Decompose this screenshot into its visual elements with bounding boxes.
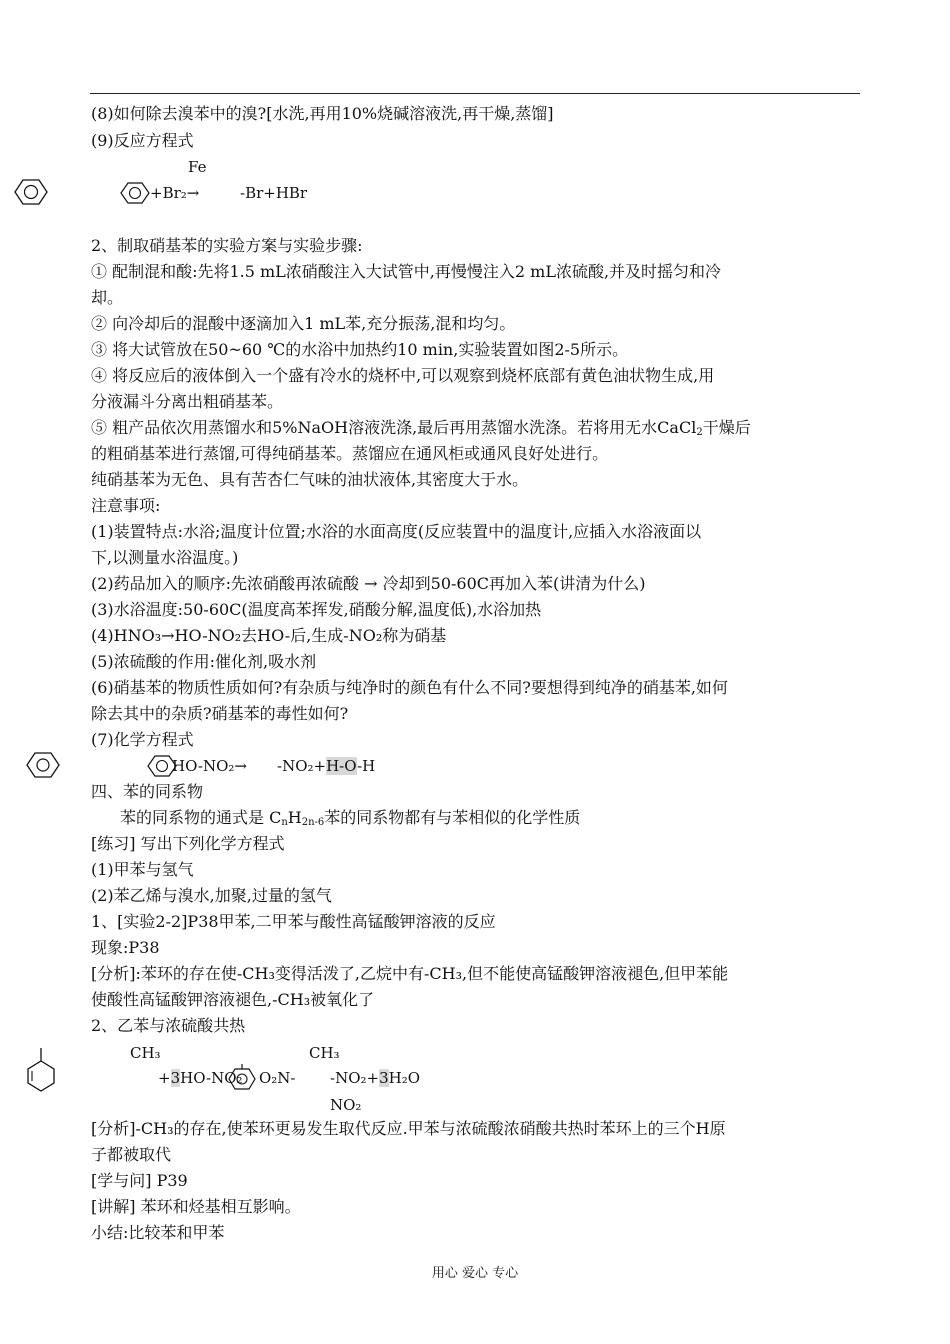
eq3-o2n: O₂N- — [259, 1069, 296, 1087]
note-1b: 下,以测量水浴温度。) — [91, 548, 239, 567]
step-3: ③ 将大试管放在50~60 ℃的水浴中加热约10 min,实验装置如图2-5所示。 — [91, 340, 629, 359]
note-4: (4)HNO₃→HO-NO₂去HO-后,生成-NO₂称为硝基 — [91, 626, 447, 645]
explanation: [讲解] 苯环和烃基相互影响。 — [91, 1197, 301, 1216]
eq3-reactants: +3HO-NO₂ — [158, 1069, 243, 1087]
analysis-1b: 使酸性高锰酸钾溶液褪色,-CH₃被氧化了 — [91, 990, 375, 1009]
notes-heading: 注意事项: — [91, 496, 161, 515]
step-4a: ④ 将反应后的液体倒入一个盛有冷水的烧杯中,可以观察到烧杯底部有黄色油状物生成,用 — [91, 366, 715, 385]
eq3-ch3-right: CH₃ — [309, 1044, 340, 1062]
eq2-rhs: -NO₂+H-O-H — [277, 757, 376, 775]
experiment-1: 1、[实验2-2]P38甲苯,二甲苯与酸性高锰酸钾溶液的反应 — [91, 912, 496, 931]
learn-and-ask: [学与问] P39 — [91, 1171, 188, 1190]
eq3-ch3-left: CH₃ — [130, 1044, 161, 1062]
line-8: (8)如何除去溴苯中的溴?[水洗,再用10%烧碱溶液洗,再干燥,蒸馏] — [91, 104, 554, 123]
practice-1: (1)甲苯与氢气 — [91, 860, 194, 879]
note-2: (2)药品加入的顺序:先浓硝酸再浓硫酸 → 冷却到50-60C再加入苯(讲清为什么) — [91, 574, 646, 593]
page-footer: 用心 爱心 专心 — [431, 1266, 519, 1281]
experiment-2: 2、乙苯与浓硫酸共热 — [91, 1016, 246, 1035]
section-2-heading: 2、制取硝基苯的实验方案与实验步骤: — [91, 236, 363, 255]
benzene-ring-icon — [26, 752, 60, 778]
eq1-rhs: -Br+HBr — [240, 184, 308, 202]
phenomenon: 现象:P38 — [91, 938, 160, 957]
line-9: (9)反应方程式 — [91, 131, 194, 150]
analysis-2b: 子都被取代 — [91, 1145, 172, 1164]
step-1a: ① 配制混和酸:先将1.5 mL浓硝酸注入大试管中,再慢慢注入2 mL浓硫酸,并及时摇匀和冷 — [91, 262, 722, 281]
header-rule — [90, 93, 860, 94]
note-6b: 除去其中的杂质?硝基苯的毒性如何? — [91, 704, 349, 723]
benzene-ring-icon — [228, 1064, 256, 1090]
step-4b: 分液漏斗分离出粗硝基苯。 — [91, 392, 284, 411]
eq1-lhs: +Br₂→ — [150, 184, 200, 202]
benzene-ring-icon — [120, 182, 150, 204]
note-7: (7)化学方程式 — [91, 730, 194, 749]
eq2-lhs: HO-NO₂→ — [172, 757, 247, 775]
note-3: (3)水浴温度:50-60C(温度高苯挥发,硝酸分解,温度低),水浴加热 — [91, 600, 542, 619]
summary: 小结:比较苯和甲苯 — [91, 1223, 225, 1242]
step-5b: 的粗硝基苯进行蒸馏,可得纯硝基苯。蒸馏应在通风柜或通风良好处进行。 — [91, 444, 609, 463]
step-2: ② 向冷却后的混酸中逐滴加入1 mL苯,充分振荡,混和均匀。 — [91, 314, 516, 333]
analysis-2a: [分析]-CH₃的存在,使苯环更易发生取代反应.甲苯与浓硫酸浓硝酸共热时苯环上的三个H原 — [91, 1119, 726, 1138]
pure-nitrobenzene: 纯硝基苯为无色、具有苦杏仁气味的油状液体,其密度大于水。 — [91, 470, 529, 489]
benzene-ring-icon — [14, 178, 48, 206]
step-1b: 却。 — [91, 288, 124, 307]
eq3-no2-bottom: NO₂ — [330, 1096, 362, 1114]
practice: [练习] 写出下列化学方程式 — [91, 834, 285, 853]
note-1a: (1)装置特点:水浴;温度计位置;水浴的水面高度(反应装置中的温度计,应插入水浴液面以 — [91, 522, 702, 541]
note-6a: (6)硝基苯的物质性质如何?有杂质与纯净时的颜色有什么不同?要想得到纯净的硝基苯,如何 — [91, 678, 728, 697]
step-5a: ⑤ 粗产品依次用蒸馏水和5%NaOH溶液洗涤,最后再用蒸馏水洗涤。若将用无水CaCl$_2$干燥后 — [91, 418, 751, 438]
section-4-heading: 四、苯的同系物 — [91, 782, 204, 801]
analysis-1a: [分析]:苯环的存在使-CH₃变得活泼了,乙烷中有-CH₃,但不能使高锰酸钾溶液褪色,但甲苯能 — [91, 964, 729, 983]
toluene-ring-icon — [26, 1048, 56, 1092]
catalyst-fe: Fe — [188, 158, 207, 176]
note-5: (5)浓硫酸的作用:催化剂,吸水剂 — [91, 652, 317, 671]
eq3-products: -NO₂+3H₂O — [330, 1069, 421, 1087]
homolog-formula: 苯的同系物的通式是 $C_nH_{2n-6}$苯的同系物都有与苯相似的化学性质 — [120, 808, 581, 828]
practice-2: (2)苯乙烯与溴水,加聚,过量的氢气 — [91, 886, 332, 905]
